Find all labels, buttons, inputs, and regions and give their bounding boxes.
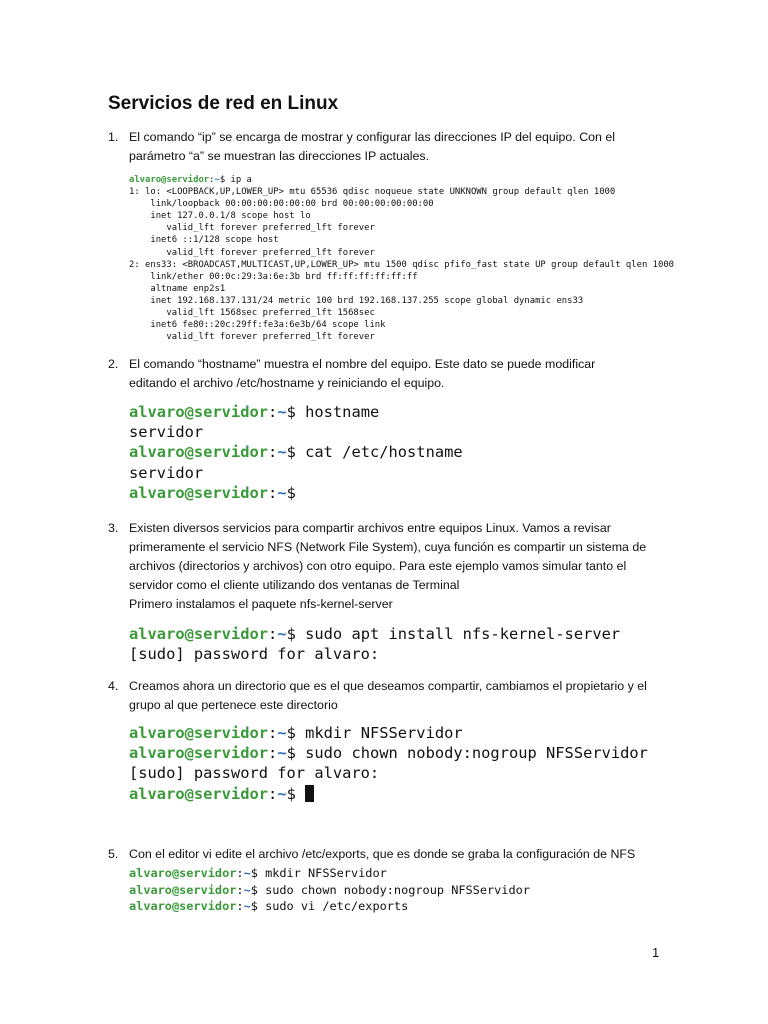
prompt-user-host: alvaro@servidor <box>129 744 268 763</box>
terminal-command-line <box>129 865 530 882</box>
terminal-command-line <box>129 898 530 915</box>
section-2-line-1: El comando “hostname” muestra el nombre del equipo. Este dato se puede modificar <box>129 357 596 371</box>
terminal-command-line <box>129 402 463 422</box>
section-1-line-2: parámetro “a” se muestran las direcciones IP actuales. <box>129 149 430 163</box>
prompt-separator: : <box>268 443 278 462</box>
prompt-dollar: $ <box>286 724 306 742</box>
terminal-output-line: link/ether 00:0c:29:3a:6e:3b brd ff:ff:ff:ff:ff:ff <box>129 271 418 282</box>
section-1-line-1: El comando “ip” se encarga de mostrar y configurar las direcciones IP del equipo. Con el <box>129 130 616 144</box>
prompt-separator: : <box>268 483 278 502</box>
command-text: mkdir NFSServidor <box>265 866 387 880</box>
terminal-output-line: valid_lft forever preferred_lft forever <box>129 332 375 343</box>
section-3-line-3: archivos (directorios y archivos) con otro equipo. Para este ejemplo vamos simular tanto el <box>129 559 627 573</box>
section-4-line-1: Creamos ahora un directorio que es el que deseamos compartir, cambiamos el propietario y el <box>129 679 647 693</box>
prompt-path: ~ <box>277 744 287 763</box>
terminal-output-line: link/loopback 00:00:00:00:00:00 brd 00:00:00:00:00:00 <box>129 199 434 210</box>
prompt-separator: : <box>236 882 244 897</box>
command-text: sudo vi /etc/exports <box>265 899 409 914</box>
terminal-output-line: inet 192.168.137.131/24 metric 100 brd 192.168.137.255 scope global dynamic ens33 <box>129 295 584 306</box>
terminal-exports <box>129 865 530 915</box>
section-3-line-2: primeramente el servicio NFS (Network File System), cuya función es compartir un sistema de <box>129 540 647 554</box>
section-3-line-4: servidor como el cliente utilizando dos ventanas de Terminal <box>129 578 460 592</box>
prompt-path: ~ <box>277 784 287 803</box>
prompt-path: ~ <box>243 866 251 880</box>
page-number: 1 <box>652 945 660 960</box>
prompt-path: ~ <box>277 483 287 502</box>
command-text: ip a <box>230 175 252 185</box>
prompt-dollar: $ <box>250 866 266 880</box>
prompt-user-host: alvaro@servidor <box>129 784 268 803</box>
terminal-output-line: valid_lft forever preferred_lft forever <box>129 247 375 258</box>
terminal-output-line: altname enp2s1 <box>129 283 226 294</box>
prompt-user-host: alvaro@servidor <box>129 625 268 643</box>
terminal-command-line <box>129 723 648 743</box>
prompt-user-host: alvaro@servidor <box>129 899 237 914</box>
prompt-path: ~ <box>243 899 251 914</box>
terminal-output-line: valid_lft 1568sec preferred_lft 1568sec <box>129 308 375 319</box>
prompt-path: ~ <box>277 724 287 742</box>
prompt-separator: : <box>268 403 278 421</box>
section-3-number: 3. <box>108 521 119 535</box>
terminal-mkdir <box>129 723 648 804</box>
prompt-separator: : <box>268 784 278 803</box>
prompt-path: ~ <box>214 175 220 185</box>
terminal-cursor <box>305 785 314 802</box>
terminal-output-line: [sudo] password for alvaro: <box>129 764 380 783</box>
terminal-output-line: 1: lo: <LOOPBACK,UP,LOWER_UP> mtu 65536 qdisc noqueue state UNKNOWN group default qlen 1000 <box>129 187 616 198</box>
command-text: sudo apt install nfs-kernel-server <box>305 625 621 643</box>
terminal-output-line: servidor <box>129 463 204 482</box>
section-2-line-2: editando el archivo /etc/hostname y reiniciando el equipo. <box>129 376 445 390</box>
prompt-path: ~ <box>243 882 251 897</box>
terminal-command-line <box>129 882 530 899</box>
prompt-separator: : <box>268 625 278 643</box>
terminal-output-line: valid_lft forever preferred_lft forever <box>129 223 375 234</box>
prompt-user-host: alvaro@servidor <box>129 866 237 880</box>
terminal-output-line: inet6 fe80::20c:29ff:fe3a:6e3b/64 scope link <box>129 320 386 331</box>
terminal-output-line: servidor <box>129 423 204 442</box>
section-2-number: 2. <box>108 357 119 371</box>
terminal-output-line: inet6 ::1/128 scope host <box>129 235 279 246</box>
prompt-user-host: alvaro@servidor <box>129 882 237 897</box>
section-5-number: 5. <box>108 847 119 861</box>
prompt-dollar: $ <box>286 784 306 803</box>
terminal-command-line <box>129 483 463 503</box>
prompt-dollar: $ <box>286 483 306 502</box>
section-5-line-1: Con el editor vi edite el archivo /etc/exports, que es donde se graba la configuración de NFS <box>129 847 636 861</box>
terminal-output-line: 2: ens33: <BROADCAST,MULTICAST,UP,LOWER_UP> mtu 1500 qdisc pfifo_fast state UP group default qlen 1000 <box>129 259 675 270</box>
terminal-output-line: [sudo] password for alvaro: <box>129 645 380 664</box>
section-3-line-1: Existen diversos servicios para compartir archivos entre equipos Linux. Vamos a revisar <box>129 521 611 535</box>
prompt-dollar: $ <box>286 443 306 462</box>
prompt-user-host: alvaro@servidor <box>129 403 268 421</box>
command-text: sudo chown nobody:nogroup NFSServidor <box>305 744 648 763</box>
command-text: sudo chown nobody:nogroup NFSServidor <box>265 882 530 897</box>
prompt-user-host: alvaro@servidor <box>129 175 210 185</box>
prompt-dollar: $ <box>286 625 306 643</box>
terminal-ip-a <box>129 174 674 343</box>
prompt-path: ~ <box>277 443 287 462</box>
prompt-path: ~ <box>277 625 287 643</box>
prompt-user-host: alvaro@servidor <box>129 483 268 502</box>
command-text: mkdir NFSServidor <box>305 724 463 742</box>
prompt-path: ~ <box>277 403 287 421</box>
prompt-separator: : <box>236 899 244 914</box>
prompt-separator: : <box>236 866 244 880</box>
terminal-apt-install <box>129 624 620 664</box>
prompt-separator: : <box>209 175 215 185</box>
terminal-output-line: inet 127.0.0.1/8 scope host lo <box>129 211 311 222</box>
terminal-command-line <box>129 743 648 763</box>
section-1-number: 1. <box>108 130 119 144</box>
section-4-number: 4. <box>108 679 119 693</box>
section-3-line-5: Primero instalamos el paquete nfs-kernel-server <box>129 597 393 611</box>
prompt-separator: : <box>268 744 278 763</box>
terminal-command-line <box>129 442 463 462</box>
page-title: Servicios de red en Linux <box>108 93 339 114</box>
prompt-dollar: $ <box>250 899 266 914</box>
prompt-user-host: alvaro@servidor <box>129 443 268 462</box>
terminal-command-line <box>129 624 620 644</box>
prompt-dollar: $ <box>250 882 266 897</box>
prompt-separator: : <box>268 724 278 742</box>
prompt-dollar: $ <box>286 403 306 421</box>
prompt-dollar: $ <box>286 744 306 763</box>
prompt-dollar: $ <box>219 175 231 185</box>
terminal-command-line <box>129 784 648 804</box>
terminal-hostname <box>129 402 463 503</box>
section-4-line-2: grupo al que pertenece este directorio <box>129 698 338 712</box>
prompt-user-host: alvaro@servidor <box>129 724 268 742</box>
command-text: cat /etc/hostname <box>305 443 463 462</box>
command-text: hostname <box>305 403 380 421</box>
terminal-command-line <box>129 174 674 186</box>
